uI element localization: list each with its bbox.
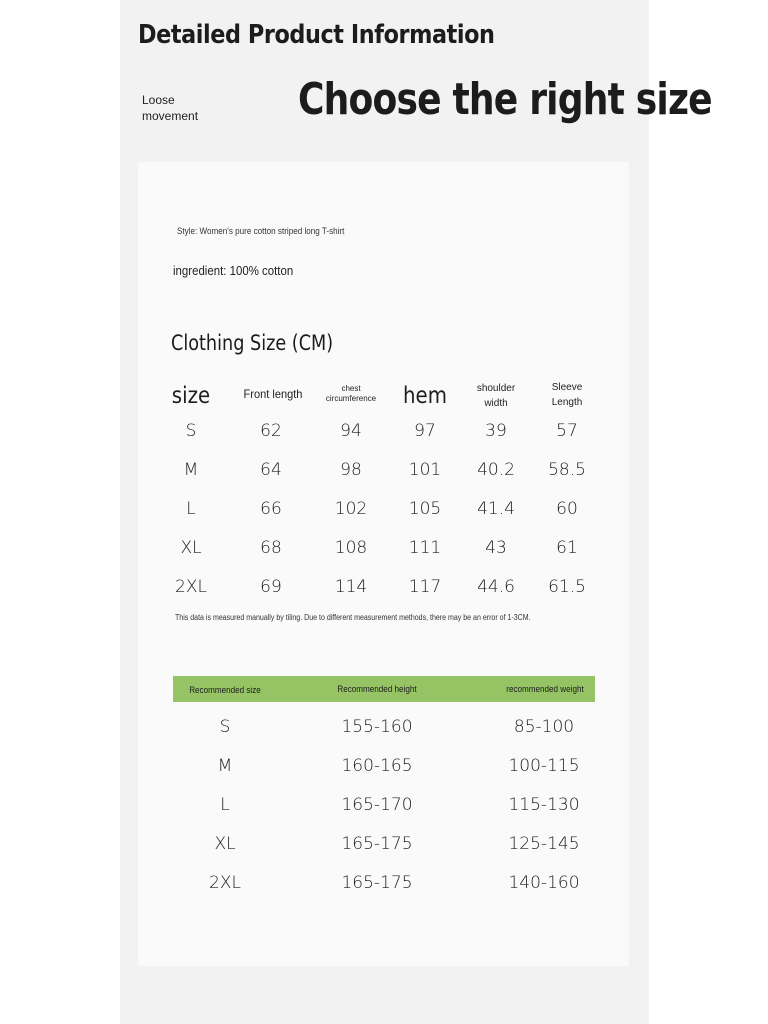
cell-chest: 108 bbox=[334, 538, 368, 558]
cell-rec-weight: 85-100 bbox=[513, 717, 575, 737]
size-chart-title: Clothing Size (CM) bbox=[171, 331, 334, 355]
cell-shoulder: 40.2 bbox=[477, 460, 515, 480]
fit-label-line2: movement bbox=[142, 109, 199, 123]
cell-hem: 117 bbox=[408, 577, 442, 597]
header-chest-line2: circumference bbox=[325, 394, 377, 403]
cell-size: M bbox=[183, 460, 199, 480]
cell-front-length: 64 bbox=[260, 460, 282, 480]
cell-hem: 97 bbox=[414, 421, 436, 441]
cell-sleeve: 61 bbox=[556, 538, 578, 558]
cell-size: L bbox=[186, 499, 196, 519]
cell-front-length: 69 bbox=[260, 577, 282, 597]
cell-rec-size: S bbox=[219, 717, 231, 737]
cell-chest: 94 bbox=[340, 421, 362, 441]
cell-rec-size: M bbox=[217, 756, 233, 776]
cell-front-length: 62 bbox=[260, 421, 282, 441]
cell-chest: 114 bbox=[334, 577, 368, 597]
header-recommended-size: Recommended size bbox=[189, 685, 261, 695]
header-chest-line1: chest bbox=[341, 384, 361, 393]
product-ingredient: ingredient: 100% cotton bbox=[173, 263, 294, 278]
cell-size: 2XL bbox=[175, 577, 207, 597]
header-hem: hem bbox=[403, 383, 447, 409]
cell-rec-weight: 115-130 bbox=[508, 795, 580, 815]
header-recommended-height: Recommended height bbox=[337, 684, 417, 694]
fit-label bbox=[142, 92, 198, 124]
cell-rec-size: 2XL bbox=[209, 873, 241, 893]
cell-front-length: 68 bbox=[260, 538, 282, 558]
cell-shoulder: 41.4 bbox=[477, 499, 515, 519]
header-shoulder-line1: shoulder bbox=[476, 383, 516, 394]
cell-shoulder: 39 bbox=[485, 421, 507, 441]
header-shoulder bbox=[456, 381, 536, 411]
page-title: Detailed Product Information bbox=[138, 20, 495, 50]
header-sleeve bbox=[527, 380, 607, 410]
cell-rec-weight: 100-115 bbox=[508, 756, 580, 776]
cell-hem: 105 bbox=[408, 499, 442, 519]
cell-sleeve: 60 bbox=[556, 499, 578, 519]
cell-hem: 111 bbox=[408, 538, 442, 558]
cell-shoulder: 44.6 bbox=[477, 577, 515, 597]
header-size: size bbox=[171, 383, 211, 409]
header-sleeve-line1: Sleeve bbox=[551, 382, 583, 393]
cell-rec-height: 160-165 bbox=[341, 756, 413, 776]
cell-sleeve: 57 bbox=[556, 421, 578, 441]
measurement-note: This data is measured manually by tiling. Due to different measurement methods, there may be an error of 1-3CM. bbox=[175, 613, 531, 622]
cell-rec-height: 165-170 bbox=[341, 795, 413, 815]
header-front-length: Front length bbox=[243, 387, 303, 401]
cell-sleeve: 61.5 bbox=[548, 577, 586, 597]
header-sleeve-line2: Length bbox=[551, 397, 583, 408]
cell-rec-weight: 140-160 bbox=[508, 873, 580, 893]
cell-front-length: 66 bbox=[260, 499, 282, 519]
cell-rec-weight: 125-145 bbox=[508, 834, 580, 854]
fit-label-line1: Loose bbox=[142, 93, 175, 107]
header-chest bbox=[306, 384, 396, 404]
cell-shoulder: 43 bbox=[485, 538, 507, 558]
header-shoulder-line2: width bbox=[484, 398, 508, 409]
cell-chest: 102 bbox=[334, 499, 368, 519]
cell-chest: 98 bbox=[340, 460, 362, 480]
cell-rec-height: 165-175 bbox=[341, 834, 413, 854]
cell-size: S bbox=[185, 421, 197, 441]
header-recommended-weight: recommended weight bbox=[506, 684, 584, 694]
size-headline: Choose the right size bbox=[298, 74, 712, 125]
cell-rec-height: 155-160 bbox=[341, 717, 413, 737]
product-style: Style: Women's pure cotton striped long T-shirt bbox=[177, 226, 345, 236]
cell-size: XL bbox=[180, 538, 202, 558]
cell-rec-size: L bbox=[220, 795, 230, 815]
cell-rec-height: 165-175 bbox=[341, 873, 413, 893]
cell-hem: 101 bbox=[408, 460, 442, 480]
cell-rec-size: XL bbox=[214, 834, 236, 854]
cell-sleeve: 58.5 bbox=[548, 460, 586, 480]
